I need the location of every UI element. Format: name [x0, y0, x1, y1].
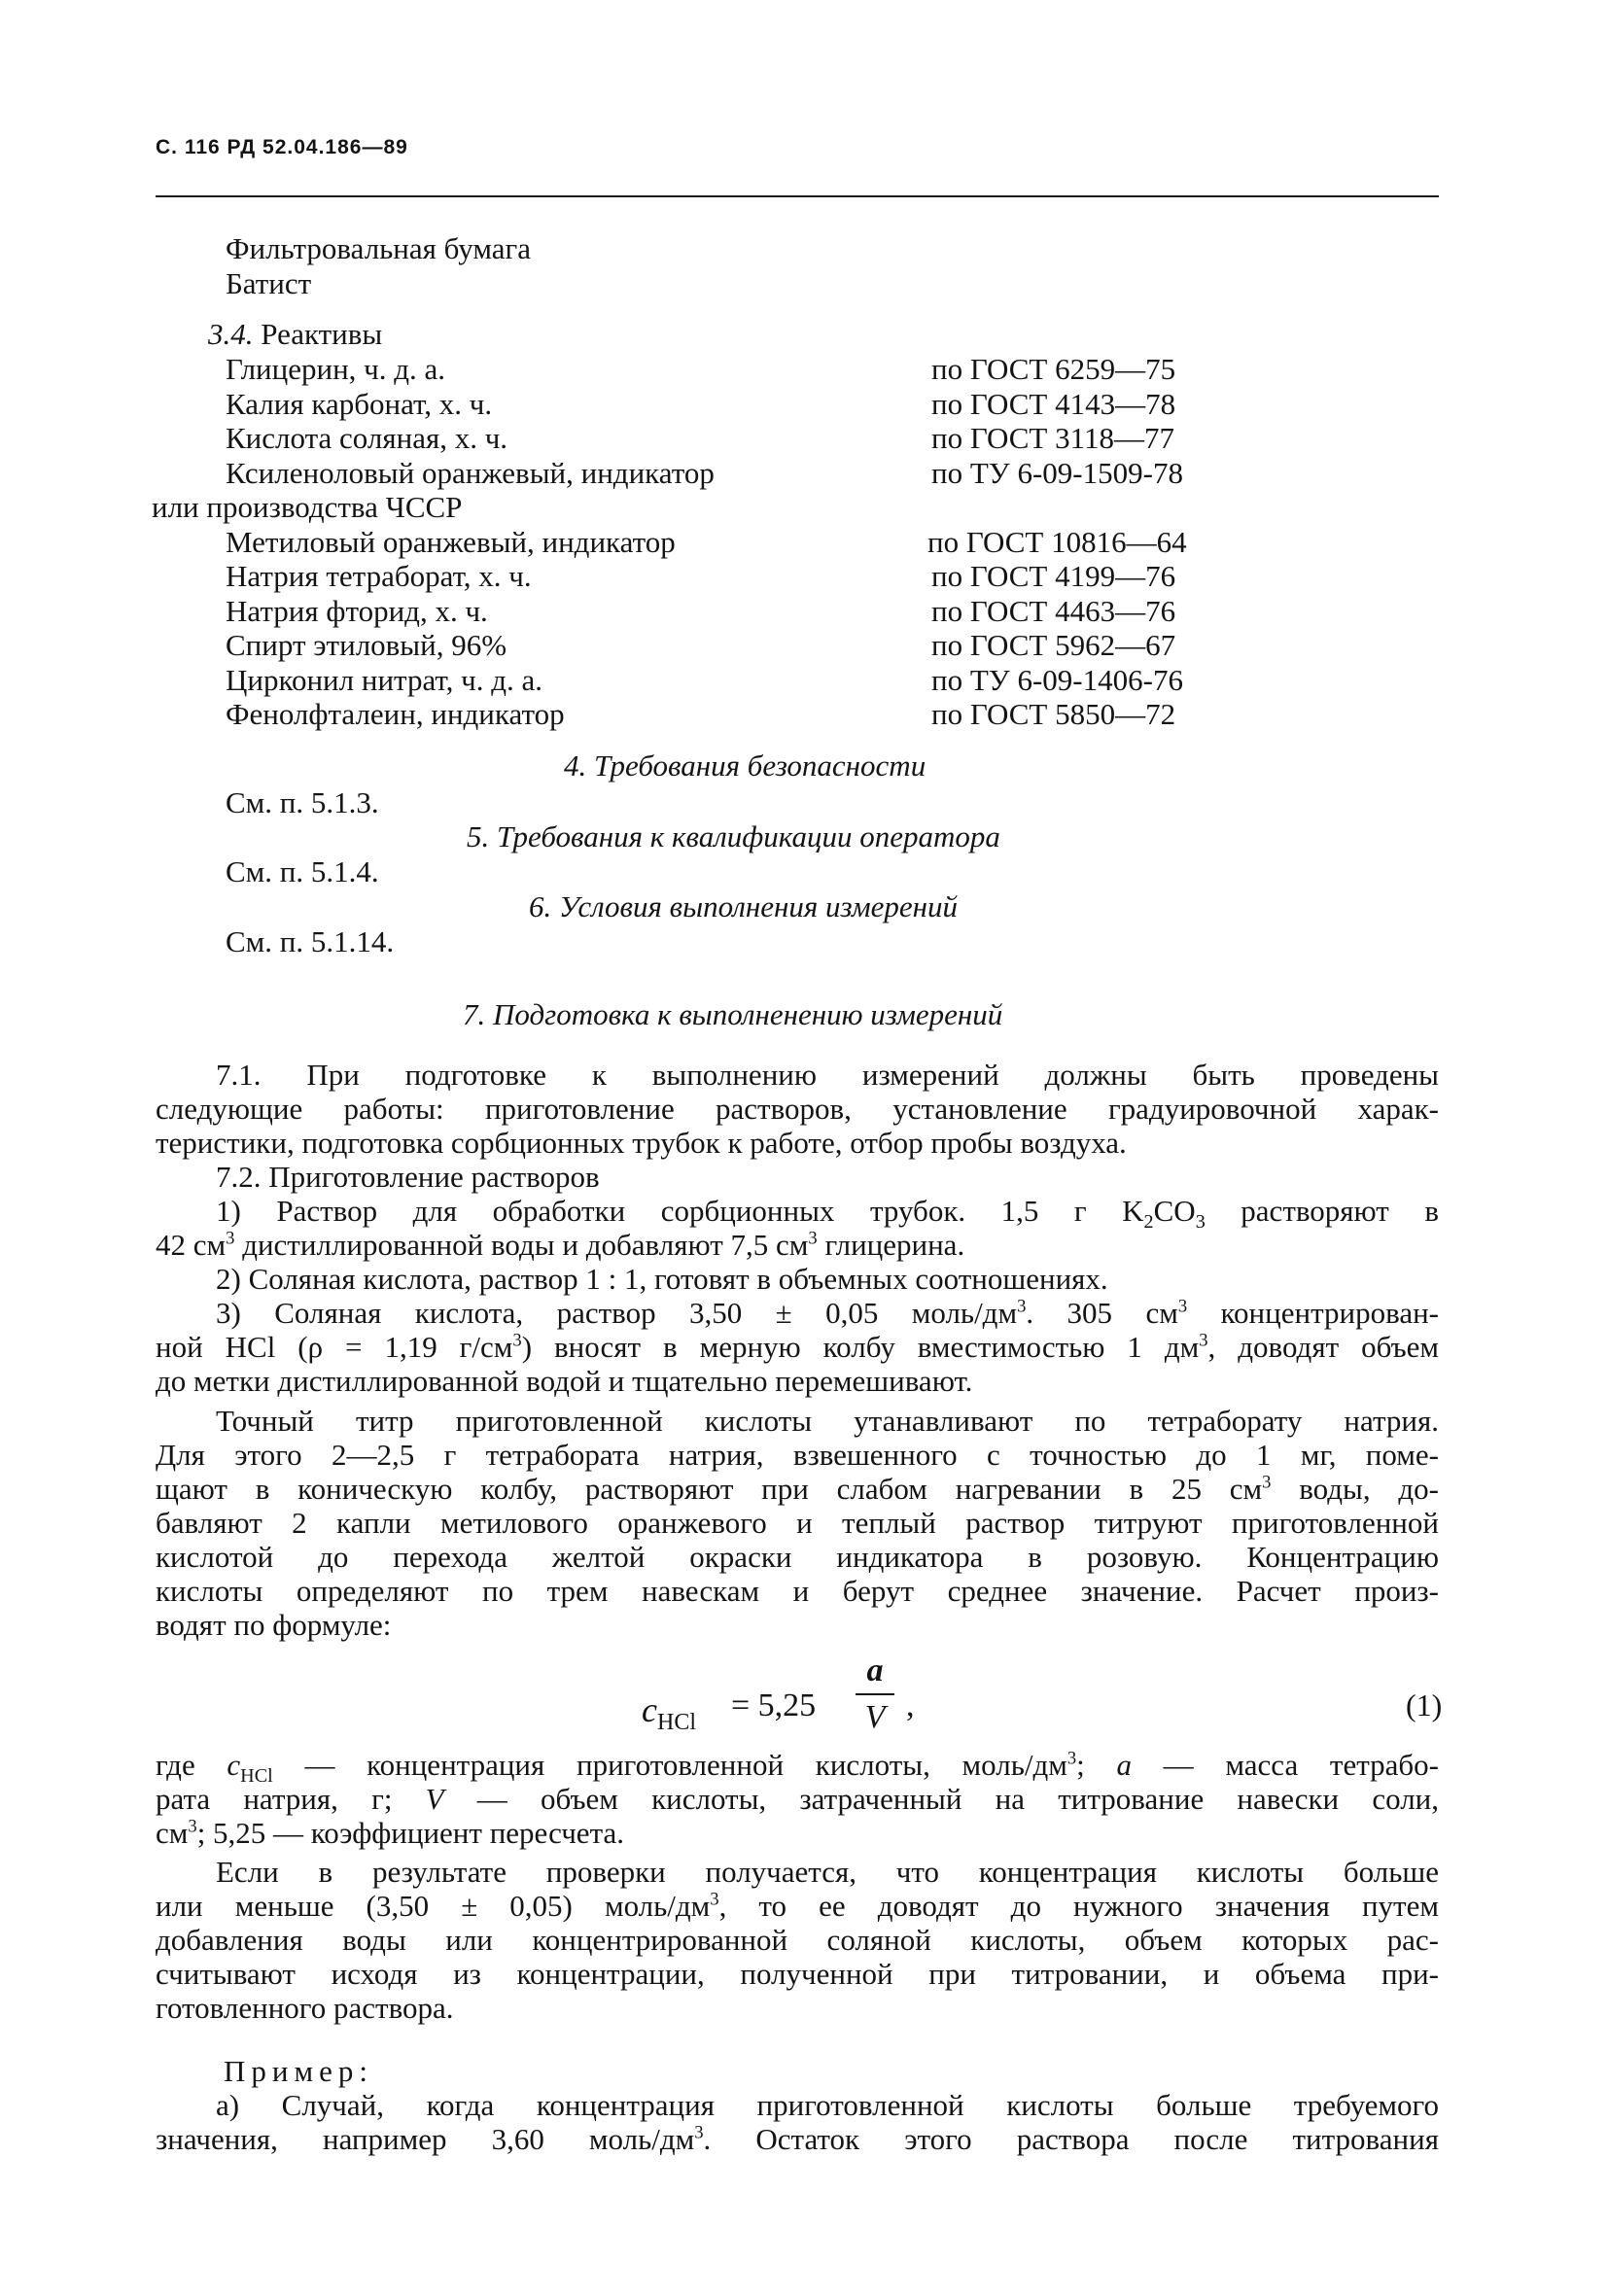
- section-title: 6. Условия выполнения измерений: [529, 889, 959, 923]
- equation-number: (1): [1406, 1687, 1443, 1722]
- section-title: 5. Требования к квалификации оператора: [467, 819, 1000, 853]
- paragraph-line: водят по формуле:: [156, 1608, 392, 1642]
- paragraph-line: где $c_{HCl}$ — концентрация приготовленной кислоты, моль/$дм^3$; a — масса тетрабо-: [156, 1748, 1439, 1788]
- reagent-name: Натрия фторид, х. ч.: [226, 594, 488, 628]
- reagent-standard: по ГОСТ 3118—77: [931, 421, 1174, 455]
- reagent-name: Калия карбонат, х. ч.: [226, 387, 493, 421]
- paragraph-line: 42 $см^3$ дистиллированной воды и добавляют 7,5 $см^3$ глицерина.: [156, 1228, 965, 1262]
- paragraph-line: добавления воды или концентрированной соляной кислоты, объем которых рас-: [156, 1923, 1439, 1957]
- paragraph-line: до метки дистиллированной водой и тщательно перемешивают.: [156, 1364, 973, 1398]
- equipment-item: Фильтровальная бумага: [226, 231, 531, 265]
- reagent-standard: по ГОСТ 10816—64: [927, 525, 1187, 559]
- reagent-standard: по ГОСТ 5850—72: [931, 697, 1176, 731]
- reagents-heading: 3.4. Реактивы: [208, 317, 383, 351]
- reagent-name: Глицерин, ч. д. а.: [226, 352, 446, 386]
- section-title: 7. Подготовка к выполненению измерений: [463, 997, 1003, 1031]
- equipment-item: Батист: [226, 266, 312, 300]
- paragraph-line: кислотой до перехода желтой окраски индикатора в розовую. Концентрацию: [156, 1540, 1439, 1574]
- paragraph-line: следующие работы: приготовление растворов, установление градуировочной харак-: [156, 1092, 1439, 1126]
- reagent-standard: по ГОСТ 4463—76: [931, 594, 1176, 628]
- section-title: 4. Требования безопасности: [564, 748, 926, 783]
- formula-numerator: a: [866, 1652, 884, 1688]
- reagent-standard: по ТУ 6-09-1509-78: [931, 456, 1183, 490]
- section-reference: См. п. 5.1.4.: [226, 854, 379, 888]
- formula-equals: = 5,25: [731, 1687, 817, 1723]
- paragraph-line: или меньше (3,50 ± 0,05) моль/$дм^3$, то ее доводят до нужного значения путем: [156, 1889, 1439, 1923]
- reagent-name: Спирт этиловый, 96%: [226, 628, 507, 662]
- paragraph-line: ной HCl (ρ = 1,19 $г/см^3$) вносят в мерную колбу вместимостью 1 $дм^3$, доводят объем: [156, 1330, 1439, 1364]
- reagent-name: Кислота соляная, х. ч.: [226, 421, 508, 455]
- reagent-name: Натрия тетраборат, х. ч.: [226, 559, 532, 593]
- reagent-standard: по ГОСТ 5962—67: [931, 628, 1176, 662]
- paragraph-line: 1) Раствор для обработки сорбционных трубок. 1,5 г $K_2CO_3$ растворяют в: [216, 1194, 1439, 1234]
- reagent-name: Фенолфталеин, индикатор: [226, 697, 565, 731]
- formula-denominator: V: [864, 1699, 886, 1735]
- paragraph-line: Если в результате проверки получается, что концентрация кислоты больше: [216, 1855, 1439, 1889]
- header-rule: [156, 195, 1439, 197]
- subsection-heading: 7.2. Приготовление растворов: [216, 1160, 600, 1194]
- paragraph-line: считывают исходя из концентрации, полученной при титровании, и объема при-: [156, 1957, 1439, 1991]
- paragraph-line: 2) Соляная кислота, раствор 1 : 1, готовят в объемных соотношениях.: [216, 1262, 1108, 1296]
- paragraph-line: готовленного раствора.: [156, 1991, 454, 2025]
- paragraph-line: а) Случай, когда концентрация приготовленной кислоты больше требуемого: [216, 2088, 1439, 2122]
- reagent-name: Ксиленоловый оранжевый, индикатор: [226, 456, 715, 490]
- reagent-standard: по ГОСТ 4143—78: [931, 387, 1176, 421]
- paragraph-line: Для этого 2—2,5 г тетрабората натрия, взвешенного с точностью до 1 мг, поме-: [156, 1438, 1439, 1472]
- section-reference: См. п. 5.1.3.: [226, 785, 379, 819]
- formula-fraction: [856, 1652, 894, 1736]
- reagent-name: Цирконил нитрат, ч. д. а.: [226, 663, 543, 697]
- paragraph-line: кислоты определяют по трем навескам и берут среднее значение. Расчет произ-: [156, 1574, 1439, 1608]
- page-header: С. 116 РД 52.04.186—89: [156, 136, 408, 158]
- fraction-bar: [856, 1693, 894, 1695]
- paragraph-line: значения, например 3,60 моль/$дм^3$. Остаток этого раствора после титрования: [156, 2122, 1439, 2156]
- reagent-name: Метиловый оранжевый, индикатор: [226, 525, 676, 559]
- section-reference: См. п. 5.1.14.: [226, 924, 395, 958]
- paragraph-line: рата натрия, г; V — объем кислоты, затраченный на титрование навески соли,: [156, 1782, 1440, 1816]
- reagent-standard: по ТУ 6-09-1406-76: [931, 663, 1183, 697]
- reagent-name: или производства ЧССР: [152, 490, 463, 524]
- formula-symbol: $c_{HCl}$: [642, 1690, 696, 1736]
- reagent-standard: по ГОСТ 4199—76: [931, 559, 1176, 593]
- example-label: Пример:: [224, 2054, 373, 2088]
- paragraph-line: щают в коническую колбу, растворяют при слабом нагревании в 25 $см^3$ воды, до-: [156, 1472, 1440, 1506]
- paragraph-line: $см^3$; 5,25 — коэффициент пересчета.: [156, 1816, 625, 1850]
- paragraph-line: теристики, подготовка сорбционных трубок к работе, отбор пробы воздуха.: [156, 1126, 1127, 1160]
- paragraph-line: 7.1. При подготовке к выполнению измерений должны быть проведены: [216, 1058, 1439, 1092]
- paragraph-line: Точный титр приготовленной кислоты утанавливают по тетраборату натрия.: [216, 1404, 1439, 1438]
- formula-comma: ,: [906, 1687, 915, 1723]
- reagent-standard: по ГОСТ 6259—75: [931, 352, 1176, 386]
- paragraph-line: бавляют 2 капли метилового оранжевого и теплый раствор титруют приготовленной: [156, 1506, 1439, 1540]
- formula: [642, 1652, 972, 1750]
- paragraph-line: 3) Соляная кислота, раствор 3,50 ± 0,05 моль/$дм^3$. 305 $см^3$ концентрирован-: [216, 1296, 1439, 1330]
